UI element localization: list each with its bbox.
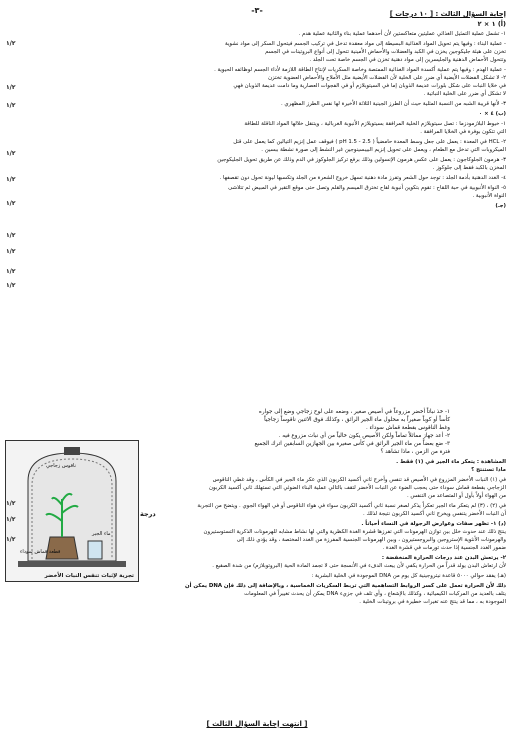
section-title: إجابة السؤال الثالث : [ ١٠ درجات ] — [389, 10, 506, 18]
answer-line: المخزن بالكبد فقط إلى جلوكوز . — [432, 165, 506, 171]
answer-line: تخزن على هيئة جليكوجين يخزن في الكبد والعضلات والأحماض الأمينية تتحول إلى أنواع البروتينات في الجسم — [265, 49, 506, 55]
answer-line: ٢- HCL في المعدة : يعمل على جعل وسط المعدة حامضياً ( pH 1.5 - 2.5 ) فيوقف عمل إنزيم التيالين كما يعمل على قتل — [233, 139, 506, 145]
answer-line: يتلف بالعديد من المركبات الكيميائية ، وكذلك بالإشعاع ، وأي تلف في جزيء DNA يمكن أن يحدث تغييراً في المعلومات — [244, 591, 506, 597]
answer-line: النواة الأنبوبية . — [472, 193, 506, 199]
part-a-label: (أ) ١ × ٢ — [477, 20, 506, 28]
answer-line: ماذا تستنتج ؟ — [471, 467, 506, 473]
answer-line: كأساً أو كوباً صغيراً به محلول ماء الجير الرائق ، وكذلك فوق الاثنين ناقوساً زجاجياً — [264, 417, 450, 423]
answer-line: فترة من الزمن ، ماذا تشاهد ؟ — [380, 449, 450, 455]
answer-line: وغط الناقوس بقطعة قماش سوداء . — [365, 425, 450, 431]
score-mark: ١/٢ — [6, 232, 16, 239]
score-mark: ١/٢ — [6, 500, 16, 507]
answer-line: لأن ارتعاش البدن يولد قدراً من الحرارة يكفي لأن يبعث الدفء في الأنسجة حتى لا تجمد المادة الحية (البروتوبلازم) من شدة الصقيع . — [212, 563, 506, 569]
score-mark: ١/٢ — [6, 200, 16, 207]
score-mark: ١/٢ — [6, 176, 16, 183]
answer-line: ٢- أعد جهاز مماثلاً تماماً ولكن الأصيص يكون خالياً من أي نبات مزروع فيه . — [278, 433, 450, 439]
answer-line: الزجاجي بقطعة قماش سوداء حتى يحجب الضوء عن النبات الأخضر لتقف بالتالي عملية البناء الضوئي التي تستهلك ثاني أكسيد الكربون — [209, 485, 506, 491]
answer-line: ذلك لأن الحرارة تعمل على كسر الروابط التساهمية التي تربط السكريات الخماسية ، وبالإضافة إلى ذلك فإن DNA يمكن أن — [185, 583, 506, 589]
footer-note: [ انتهت إجابة السؤال الثالث ] — [206, 720, 308, 728]
answer-line: ٤- الغدد الدهنية بأدمة الجلد : توجد حول الشعر وتفرز مادة دهنية تسهل خروج الشعرة من الجلد وتكسبها ليونة تحول دون تقصفها . — [219, 175, 506, 181]
answer-line: - عملية البناء : وفيها يتم تحويل المواد الغذائية البسيطة إلى مواد معقدة تدخل في تركيب الجسم فيتحول السكر إلى مواد نشوية — [225, 41, 506, 47]
score-mark: ١/٢ — [6, 40, 16, 47]
answer-line: ٣- لأنها قريبة الشبه من النسبة المثلية حيث أن الطرز الجينية الثلاثة الأخيرة لها نفس الطرز المظهري . — [280, 101, 506, 107]
answer-line: في (١) النبات الأخضر المزروع في الأصيص قد تنفس وأخرج ثاني أكسيد الكربون الذي عكر ماء الجير في الكأس ، وقد غطي الناقوس — [212, 477, 506, 483]
answer-line: - عملية الهدم : وفيها يتم عملية أكسدة المواد الغذائية الممتصة وخاصة السكريات لإنتاج الطاقة اللازمة لأداء الجسم لوظائفه الحيوية . — [214, 67, 506, 73]
answer-line: ٥- النواة الأنبوبية في حبة اللقاح : تقوم بتكوين أنبوبة لقاح تخترق الميسم والقلم وتصل حتى موقع التقير في المبيض ثم تتلاشى — [228, 185, 506, 191]
answer-line: في خلايا النبات على شكل بلورات عديمة الذوبان إما في السيتوبلازم أو في الفجوات العصارية وما دامت عديمة الذوبان فهي — [233, 83, 506, 89]
page-number: -٣- — [251, 6, 263, 15]
answer-line: المشاهدة : يتعكر ماء الجير في (١) فقط . — [396, 459, 506, 465]
answer-line: (جـ) — [495, 203, 506, 209]
answer-line: الميكروبات التي تدخل مع الطعام ، ويعمل على تحويل إنزيم البيبسينوجين غير النشط إلى صورة نشطة ببسين . — [261, 147, 506, 153]
answer-line: ١- خيوط البلازمودزما : تصل سيتوبلازم الخلية المرافقة بسيتوبلازم الأنبوبة الغربالية ، ويتنقل خلالها المواد الناقلة للطاقة — [244, 121, 506, 127]
score-mark: ١/٢ — [6, 102, 16, 109]
score-mark: ١/٢ — [6, 150, 16, 157]
answer-line: وتتحول الأحماض الدهنية والجليسرين إلى مواد دهنية تخزن في الجسم خاصة تحت الجلد . — [309, 57, 506, 63]
score-mark: ١/٢ — [6, 516, 16, 523]
score-mark: ١/٢ — [6, 248, 16, 255]
answer-line: أن النبات الأخضر يتنفس ويخرج ثاني أكسيد الكربون نتيجة لذلك . — [363, 511, 506, 517]
figure-label: ماء الجير — [92, 531, 111, 537]
score-mark: ١/٢ — [6, 268, 16, 275]
answer-line: (ب) ٤ × ٠ — [478, 111, 506, 117]
answer-line: ٣- هرمون الجلوكاجون : يعمل على عكس هرمون الإنسولين وذلك برفع تركيز الجلوكوز في الدم وذلك عن طريق تحويل الجليكوجين — [217, 157, 506, 163]
answer-line: ١- خذ نباتاً أخضر مزروعاً في أصيص صغير ، وضعه على لوح زجاجي وضع إلى جواره — [258, 409, 450, 415]
answer-line: ضمور الغدد الجنسية إذا حدث تورمات في قشرة الغدة . — [382, 545, 506, 551]
answer-line: (د) ١- تظهر صفات وعوارض الرجولة في النساء أحياناً . — [361, 521, 506, 527]
figure-label: قطعة قماش سوداء — [20, 549, 61, 555]
experiment-figure — [5, 440, 139, 582]
answer-line: في (٢) ، (٣) لم يتعكر ماء الجير تعكراً يذكر لصغر نسبة ثاني أكسيد الكربون سواء في هواء الناقوس أو في الهواء الجوي . ويتضح من التجربة — [197, 503, 506, 509]
answer-line: ينتج ذلك عند حدوث خلل بين توازن الهرمونات التي تفرزها قشرة الغدة الكظرية والتي لها نشاط مشابه للهرمونات الذكرية التستوستيرون — [203, 529, 506, 535]
answer-line: والهرمونات الأنثوية الإستروجين والبروجستيرون ، وبين الهرمونات الجنسية المفرزة من الغدد المختصة ، وقد يؤدي ذلك إلى — [236, 537, 506, 543]
answer-line: ١- تشمل عملية التمثيل الغذائي عمليتين متعاكستين لأن أحدهما عملية بناء والثانية عملية هدم . — [298, 31, 506, 37]
answer-line: (هـ) يفقد حوالي ٥٠٠٠ قاعدة نيتروجينية كل يوم من DNA الموجودة في الخلية البشرية : — [311, 573, 506, 579]
figure-label: ناقوس زجاجي — [46, 463, 76, 469]
answer-line: ٢- يرتعش البدن عند درجات الحرارة المنخفضة : — [381, 555, 506, 561]
answer-line: ٣- ضع بعضاً من ماء الجير الرائق في كأس صغيرة بين الجهازين السابقين اترك الجميع — [254, 441, 450, 447]
answer-line: لا تشكل أي ضرر على الخلية النباتية . — [423, 91, 506, 97]
score-mark: ١/٢ — [6, 536, 16, 543]
figure-caption: تجربة لإثبات تنفس النبات الأخضر — [44, 573, 134, 579]
score-mark: ١/٢ — [6, 84, 16, 91]
bell-jar-illustration — [6, 441, 138, 581]
answer-line: ٢- لا تشكل الفضلات الأيضية أي ضرر على الخلية لأن الفضلات الأيضية مثل الأملاح والأحماض العضوية تختزن — [268, 75, 506, 81]
answer-line: من الهواء أولاً بأول أو المتصاعد من التنفس . — [406, 493, 506, 499]
answer-line: الموجودة به ، مما قد ينتج عنه تغيرات خطيرة في بروتينات الخلية . — [359, 599, 506, 605]
part-c-side-label: درجة — [140, 510, 156, 518]
answer-line: التي تتكون بوفرة في الخلايا المرافقة . — [420, 129, 506, 135]
score-mark: ١/٢ — [6, 282, 16, 289]
